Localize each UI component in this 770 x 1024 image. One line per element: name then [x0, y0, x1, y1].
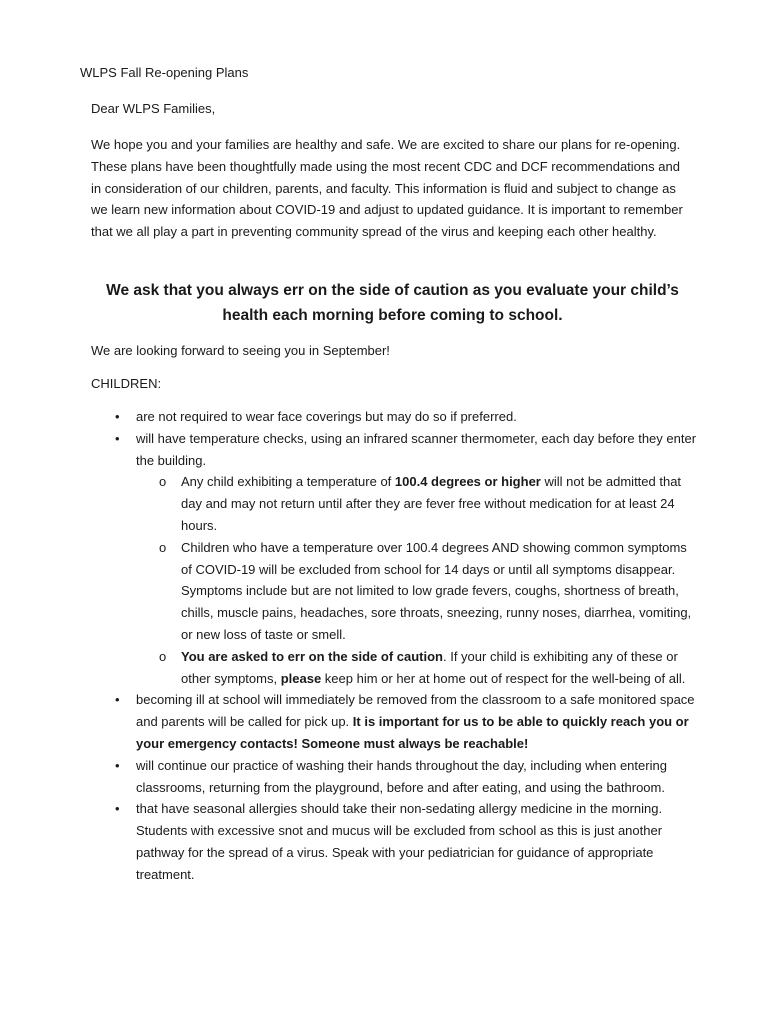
- sub-bullet-marker: o: [159, 648, 167, 664]
- list-item: [115, 406, 701, 428]
- bullet-marker: •: [115, 692, 120, 708]
- bullet-text: are not required to wear face coverings but may do so if preferred.: [136, 409, 517, 424]
- list-item: [115, 428, 701, 690]
- sub-bullet-marker: o: [159, 474, 167, 490]
- sub-text: keep him or her at home out of respect for the well-being of all.: [321, 670, 686, 686]
- bullet-marker: •: [115, 757, 120, 773]
- looking-forward-text: We are looking forward to seeing you in September!: [91, 343, 390, 358]
- sub-text-bold: please: [280, 670, 322, 686]
- list-item: [159, 471, 701, 536]
- sub-text-bold: 100.4 degrees or higher: [394, 474, 541, 490]
- bullet-text: that have seasonal allergies should take their non-sedating allergy medicine in the morning. Students with excessive snot and mucus will be excluded from school as this is just another pathway for the spread of a virus. Speak with your pediatrician for guidance of appropriate treatment.: [136, 801, 663, 882]
- document-title: WLPS Fall Re-opening Plans: [80, 65, 249, 80]
- bullet-text-bold: It is important for us to be able to quickly reach you or your emergency contacts! Someone must always be reachable!: [136, 714, 689, 751]
- list-item: [115, 689, 701, 754]
- children-bullet-list: [115, 406, 701, 886]
- bullet-text: becoming ill at school will immediately be removed from the classroom to a safe monitored space and parents will be called for pick up.: [136, 692, 695, 730]
- sub-bullet-marker: o: [159, 539, 167, 555]
- list-item: [115, 798, 701, 885]
- list-item: [159, 537, 701, 646]
- bullet-text: will continue our practice of washing their hands throughout the day, including when entering classrooms, returning from the playground, before and after eating, and using the bathroom.: [136, 757, 667, 795]
- list-item: [115, 755, 701, 799]
- sub-text: will not be admitted that day and may not return until after they are fever free without medication for at least 24 hours.: [181, 474, 682, 533]
- sub-text-bold: You are asked to err on the side of caution: [181, 648, 443, 664]
- sub-text: Any child exhibiting a temperature of: [181, 474, 395, 490]
- bullet-marker: •: [115, 801, 120, 817]
- temperature-sub-list: [136, 471, 701, 689]
- sub-text: . If your child is exhibiting any of these or other symptoms,: [181, 648, 678, 686]
- caution-emphasis: We ask that you always err on the side of caution as you evaluate your child’s health each morning before coming to school.: [106, 282, 679, 324]
- children-heading: CHILDREN:: [91, 376, 162, 391]
- bullet-text: will have temperature checks, using an infrared scanner thermometer, each day before they enter the building.: [136, 430, 697, 468]
- list-item: [159, 646, 701, 690]
- salutation: Dear WLPS Families,: [91, 101, 216, 116]
- intro-paragraph: We hope you and your families are healthy and safe. We are excited to share our plans for re-opening. These plans have been thoughtfully made using the most recent CDC and DCF recommendations and in consideration of our children, parents, and faculty. This information is fluid and subject to change as we learn new information about COVID-19 and adjust to updated guidance. It is important to remember that we all play a part in preventing community spread of the virus and keeping each other healthy.: [91, 137, 683, 240]
- sub-text: Children who have a temperature over 100.4 degrees AND showing common symptoms of COVID-19 will be excluded from school for 14 days or until all symptoms disappear. Symptoms include but are not limited to low grade fevers, coughs, shortness of breath, chills, muscle pains, headaches, sore throats, sneezing, runny noses, diarrhea, vomiting, or new loss of taste or smell.: [181, 539, 692, 642]
- bullet-marker: •: [115, 409, 120, 424]
- bullet-marker: •: [115, 430, 120, 446]
